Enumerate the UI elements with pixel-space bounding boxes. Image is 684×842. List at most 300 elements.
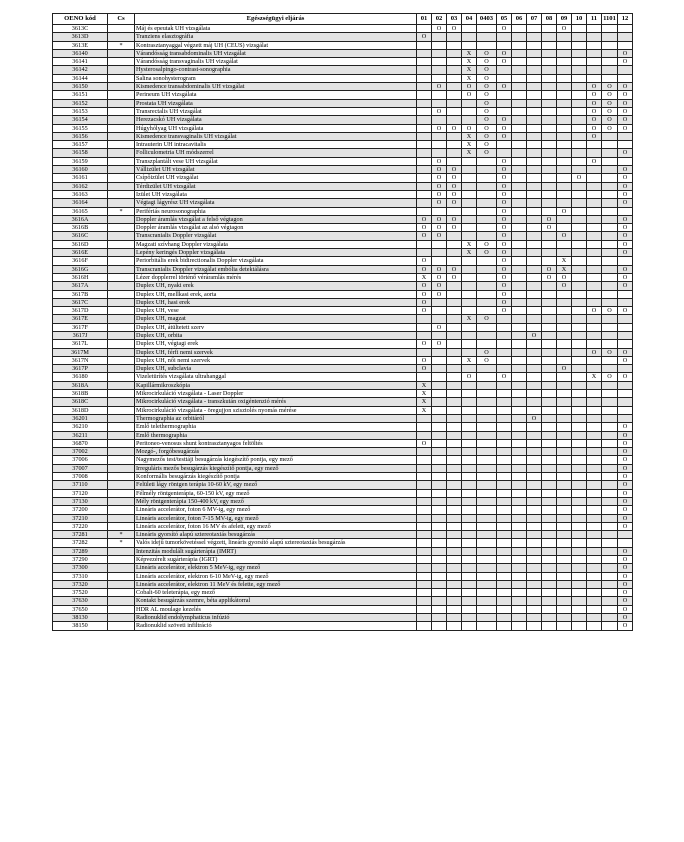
mark-cell <box>512 99 527 107</box>
oeno-code-cell: 36157 <box>53 141 108 149</box>
mark-cell <box>572 614 587 622</box>
mark-cell <box>512 373 527 381</box>
mark-cell <box>557 340 572 348</box>
table-row <box>53 298 633 306</box>
mark-cell <box>572 215 587 223</box>
table-row <box>53 473 633 481</box>
mark-cell <box>602 331 618 339</box>
mark-cell <box>527 265 542 273</box>
mark-cell <box>602 398 618 406</box>
mark-cell: O <box>497 232 512 240</box>
mark-cell: X <box>462 58 477 66</box>
mark-cell <box>587 149 602 157</box>
table-row <box>53 41 633 49</box>
mark-cell: O <box>447 190 462 198</box>
cs-cell <box>108 348 135 356</box>
mark-cell: O <box>618 597 633 605</box>
procedure-name-cell: Képvezérelt sugárterápia (IGRT) <box>135 556 417 564</box>
mark-cell <box>572 249 587 257</box>
mark-cell <box>602 406 618 414</box>
mark-cell <box>602 215 618 223</box>
mark-cell <box>432 589 447 597</box>
mark-cell <box>447 207 462 215</box>
mark-cell <box>602 572 618 580</box>
mark-cell <box>602 166 618 174</box>
oeno-code-cell: 37650 <box>53 605 108 613</box>
cs-cell <box>108 107 135 115</box>
oeno-code-cell: 37300 <box>53 564 108 572</box>
mark-cell: O <box>618 448 633 456</box>
mark-cell <box>447 66 462 74</box>
mark-cell <box>572 182 587 190</box>
mark-cell: O <box>572 174 587 182</box>
mark-cell <box>557 190 572 198</box>
oeno-code-cell: 36156 <box>53 132 108 140</box>
mark-cell <box>587 531 602 539</box>
mark-cell <box>477 174 497 182</box>
oeno-code-cell: 36141 <box>53 58 108 66</box>
oeno-code-cell: 3617E <box>53 315 108 323</box>
mark-cell <box>417 556 432 564</box>
mark-cell <box>542 307 557 315</box>
mark-cell <box>477 232 497 240</box>
mark-cell: O <box>477 58 497 66</box>
mark-cell <box>602 464 618 472</box>
mark-cell <box>602 489 618 497</box>
mark-cell <box>542 157 557 165</box>
mark-cell <box>572 124 587 132</box>
mark-cell <box>417 456 432 464</box>
mark-cell: O <box>618 273 633 281</box>
mark-cell <box>447 614 462 622</box>
mark-cell <box>417 373 432 381</box>
mark-cell: O <box>417 290 432 298</box>
mark-cell <box>497 514 512 522</box>
cs-cell <box>108 597 135 605</box>
mark-cell <box>587 522 602 530</box>
mark-cell <box>527 132 542 140</box>
mark-cell: O <box>587 91 602 99</box>
mark-cell: O <box>432 282 447 290</box>
mark-cell: O <box>618 166 633 174</box>
procedure-name-cell: Izület UH vizsgálata <box>135 190 417 198</box>
mark-cell <box>557 356 572 364</box>
mark-cell <box>512 232 527 240</box>
oeno-code-cell: 3613D <box>53 33 108 41</box>
mark-cell: O <box>618 215 633 223</box>
cs-cell <box>108 622 135 630</box>
mark-cell <box>587 614 602 622</box>
mark-cell <box>462 539 477 547</box>
oeno-code-cell: 36159 <box>53 157 108 165</box>
mark-cell <box>512 157 527 165</box>
mark-cell <box>572 157 587 165</box>
mark-cell <box>447 340 462 348</box>
procedure-name-cell: Transzplantált vese UH vizsgálat <box>135 157 417 165</box>
mark-cell <box>542 464 557 472</box>
mark-cell <box>602 174 618 182</box>
mark-cell <box>618 41 633 49</box>
mark-cell <box>512 597 527 605</box>
procedure-name-cell: Nagymezős test/testtáji besugárzás kiegészítő pontja, egy mező <box>135 456 417 464</box>
mark-cell <box>602 448 618 456</box>
table-row <box>53 497 633 505</box>
mark-cell <box>447 514 462 522</box>
mark-cell <box>477 224 497 232</box>
mark-cell <box>572 381 587 389</box>
mark-cell <box>497 506 512 514</box>
mark-cell <box>557 522 572 530</box>
mark-cell: O <box>618 240 633 248</box>
mark-cell <box>447 506 462 514</box>
mark-cell <box>557 157 572 165</box>
mark-cell: O <box>447 124 462 132</box>
mark-cell: O <box>447 199 462 207</box>
mark-cell <box>417 240 432 248</box>
mark-cell <box>542 257 557 265</box>
mark-cell <box>618 390 633 398</box>
mark-cell <box>477 572 497 580</box>
mark-cell <box>432 348 447 356</box>
oeno-code-cell: 38130 <box>53 614 108 622</box>
mark-cell <box>497 605 512 613</box>
cs-cell <box>108 497 135 505</box>
mark-cell <box>602 323 618 331</box>
table-row <box>53 340 633 348</box>
mark-cell <box>572 622 587 630</box>
cs-cell <box>108 315 135 323</box>
mark-cell <box>477 431 497 439</box>
mark-cell <box>462 572 477 580</box>
mark-cell <box>587 406 602 414</box>
mark-cell <box>462 282 477 290</box>
mark-cell <box>542 240 557 248</box>
mark-cell <box>602 423 618 431</box>
mark-cell: O <box>618 174 633 182</box>
table-row <box>53 91 633 99</box>
mark-cell: O <box>557 282 572 290</box>
mark-cell: O <box>477 132 497 140</box>
procedure-name-cell: Intenzitás modulált sugárterápia (IMRT) <box>135 547 417 555</box>
mark-cell: O <box>417 215 432 223</box>
mark-cell <box>512 481 527 489</box>
mark-cell <box>447 116 462 124</box>
mark-cell: O <box>587 307 602 315</box>
mark-cell <box>477 190 497 198</box>
oeno-code-cell: 36150 <box>53 83 108 91</box>
mark-cell <box>447 580 462 588</box>
mark-cell: X <box>462 315 477 323</box>
mark-cell: O <box>602 124 618 132</box>
procedure-name-cell: Duplex UH, női nemi szervek <box>135 356 417 364</box>
mark-cell <box>417 464 432 472</box>
mark-cell <box>557 556 572 564</box>
mark-cell <box>542 365 557 373</box>
table-row <box>53 240 633 248</box>
mark-cell <box>527 589 542 597</box>
table-row <box>53 323 633 331</box>
mark-cell <box>602 207 618 215</box>
mark-cell <box>497 572 512 580</box>
mark-cell: O <box>417 257 432 265</box>
mark-cell <box>602 589 618 597</box>
mark-cell: O <box>432 190 447 198</box>
mark-cell <box>542 431 557 439</box>
procedure-name-cell: Mozgó-, forgóbesugárzás <box>135 448 417 456</box>
procedure-name-cell: Lineáris accelerátor, elektron 6-10 MeV-ig, egy mező <box>135 572 417 580</box>
oeno-code-cell: 36160 <box>53 166 108 174</box>
table-row <box>53 149 633 157</box>
mark-cell <box>432 431 447 439</box>
mark-cell <box>527 149 542 157</box>
mark-cell <box>512 348 527 356</box>
mark-cell: O <box>618 589 633 597</box>
mark-cell: O <box>618 307 633 315</box>
mark-cell <box>602 157 618 165</box>
mark-cell <box>447 414 462 422</box>
mark-cell <box>462 547 477 555</box>
table-row <box>53 265 633 273</box>
column-header: 01 <box>417 14 432 25</box>
mark-cell <box>602 132 618 140</box>
oeno-code-cell: 37289 <box>53 547 108 555</box>
procedure-name-cell: Perineum UH vizsgálata <box>135 91 417 99</box>
mark-cell: O <box>477 74 497 82</box>
mark-cell <box>587 622 602 630</box>
mark-cell <box>602 580 618 588</box>
mark-cell <box>447 315 462 323</box>
mark-cell <box>542 58 557 66</box>
mark-cell <box>602 431 618 439</box>
mark-cell <box>512 506 527 514</box>
mark-cell <box>462 232 477 240</box>
mark-cell: O <box>587 99 602 107</box>
mark-cell <box>557 406 572 414</box>
mark-cell <box>512 564 527 572</box>
mark-cell <box>618 539 633 547</box>
mark-cell <box>587 232 602 240</box>
mark-cell <box>432 464 447 472</box>
mark-cell <box>477 365 497 373</box>
mark-cell <box>497 315 512 323</box>
mark-cell <box>447 58 462 66</box>
mark-cell <box>512 290 527 298</box>
mark-cell <box>497 473 512 481</box>
mark-cell: O <box>432 25 447 33</box>
mark-cell: O <box>462 373 477 381</box>
mark-cell: O <box>477 240 497 248</box>
cs-cell <box>108 290 135 298</box>
mark-cell: O <box>432 232 447 240</box>
mark-cell <box>587 365 602 373</box>
mark-cell <box>557 464 572 472</box>
mark-cell <box>512 182 527 190</box>
mark-cell <box>557 390 572 398</box>
mark-cell <box>512 25 527 33</box>
mark-cell: O <box>618 514 633 522</box>
mark-cell: O <box>618 199 633 207</box>
mark-cell <box>572 423 587 431</box>
cs-cell <box>108 439 135 447</box>
mark-cell <box>557 572 572 580</box>
mark-cell <box>477 25 497 33</box>
oeno-code-cell: 37290 <box>53 556 108 564</box>
mark-cell <box>572 74 587 82</box>
mark-cell <box>587 597 602 605</box>
mark-cell <box>572 473 587 481</box>
mark-cell <box>462 398 477 406</box>
table-row <box>53 564 633 572</box>
mark-cell: X <box>557 257 572 265</box>
procedure-name-cell: Kismedence transabdominalis UH vizsgálat <box>135 83 417 91</box>
table-row <box>53 456 633 464</box>
mark-cell <box>447 282 462 290</box>
oeno-code-cell: 3618A <box>53 381 108 389</box>
mark-cell: O <box>497 257 512 265</box>
mark-cell: O <box>618 124 633 132</box>
mark-cell <box>512 49 527 57</box>
mark-cell: X <box>462 141 477 149</box>
column-header: 08 <box>542 14 557 25</box>
mark-cell: O <box>602 307 618 315</box>
mark-cell <box>527 66 542 74</box>
mark-cell <box>602 556 618 564</box>
oeno-code-cell: 3618C <box>53 398 108 406</box>
mark-cell <box>587 439 602 447</box>
mark-cell: O <box>432 166 447 174</box>
procedure-name-cell: Duplex UH, férfi nemi szervek <box>135 348 417 356</box>
procedure-name-cell: Periorbitális erek bidirectionalis Doppler vizsgálata <box>135 257 417 265</box>
oeno-code-cell: 38150 <box>53 622 108 630</box>
mark-cell: X <box>462 240 477 248</box>
mark-cell <box>432 497 447 505</box>
mark-cell <box>432 149 447 157</box>
mark-cell <box>497 406 512 414</box>
mark-cell <box>477 166 497 174</box>
mark-cell <box>462 290 477 298</box>
cs-cell <box>108 307 135 315</box>
mark-cell <box>527 506 542 514</box>
mark-cell <box>462 257 477 265</box>
table-row <box>53 539 633 547</box>
mark-cell <box>602 265 618 273</box>
mark-cell <box>432 132 447 140</box>
mark-cell <box>477 273 497 281</box>
mark-cell <box>432 564 447 572</box>
procedure-name-cell: HDR AL moulage kezelés <box>135 605 417 613</box>
mark-cell <box>618 66 633 74</box>
mark-cell <box>432 614 447 622</box>
mark-cell <box>542 589 557 597</box>
mark-cell <box>512 431 527 439</box>
mark-cell <box>557 564 572 572</box>
mark-cell <box>572 166 587 174</box>
mark-cell <box>512 531 527 539</box>
mark-cell <box>497 381 512 389</box>
procedure-name-cell: Felületi lágy röntgen terápia 10-60 kV, egy mező <box>135 481 417 489</box>
oeno-code-cell: 3617M <box>53 348 108 356</box>
cs-cell <box>108 589 135 597</box>
mark-cell: O <box>417 33 432 41</box>
table-row <box>53 107 633 115</box>
mark-cell: O <box>618 149 633 157</box>
procedure-name-cell: Lineáris accelerátor, foton 6 MV-ig, egy mező <box>135 506 417 514</box>
mark-cell <box>497 398 512 406</box>
mark-cell <box>602 273 618 281</box>
oeno-code-cell: 3616C <box>53 232 108 240</box>
table-row <box>53 348 633 356</box>
mark-cell <box>572 25 587 33</box>
table-row <box>53 116 633 124</box>
procedure-name-cell: Valós idejű tumorkövetéssel végzett, lineáris gyorsító alapú sztereotaxiás besugárzás <box>135 539 417 547</box>
mark-cell <box>447 107 462 115</box>
mark-cell <box>477 423 497 431</box>
mark-cell <box>462 497 477 505</box>
oeno-code-cell: 3613C <box>53 25 108 33</box>
mark-cell <box>462 199 477 207</box>
column-header: OENO kód <box>53 14 108 25</box>
mark-cell <box>602 182 618 190</box>
mark-cell <box>497 107 512 115</box>
mark-cell <box>462 265 477 273</box>
mark-cell <box>512 224 527 232</box>
mark-cell <box>477 331 497 339</box>
mark-cell: O <box>618 232 633 240</box>
mark-cell <box>557 398 572 406</box>
table-row <box>53 315 633 323</box>
oeno-code-cell: 37520 <box>53 589 108 597</box>
oeno-code-cell: 3617J <box>53 331 108 339</box>
mark-cell <box>602 473 618 481</box>
cs-cell <box>108 157 135 165</box>
cs-cell <box>108 224 135 232</box>
oeno-code-cell: 36211 <box>53 431 108 439</box>
mark-cell <box>432 406 447 414</box>
mark-cell: O <box>618 456 633 464</box>
oeno-code-cell: 3617F <box>53 323 108 331</box>
mark-cell <box>587 589 602 597</box>
mark-cell <box>462 622 477 630</box>
mark-cell <box>512 66 527 74</box>
mark-cell <box>572 91 587 99</box>
mark-cell <box>417 489 432 497</box>
mark-cell <box>587 323 602 331</box>
mark-cell <box>432 99 447 107</box>
mark-cell <box>557 290 572 298</box>
mark-cell <box>417 423 432 431</box>
mark-cell <box>542 473 557 481</box>
table-row <box>53 331 633 339</box>
mark-cell <box>512 556 527 564</box>
mark-cell <box>462 390 477 398</box>
mark-cell <box>417 514 432 522</box>
mark-cell <box>542 514 557 522</box>
mark-cell <box>557 589 572 597</box>
mark-cell: O <box>618 547 633 555</box>
mark-cell: O <box>602 83 618 91</box>
mark-cell <box>497 331 512 339</box>
procedure-name-cell: Emlő telethermographia <box>135 423 417 431</box>
mark-cell: O <box>432 199 447 207</box>
mark-cell: O <box>497 298 512 306</box>
mark-cell <box>587 580 602 588</box>
mark-cell: O <box>618 423 633 431</box>
table-row <box>53 464 633 472</box>
mark-cell: O <box>557 365 572 373</box>
oeno-code-cell: 36153 <box>53 107 108 115</box>
mark-cell <box>572 66 587 74</box>
mark-cell <box>477 390 497 398</box>
